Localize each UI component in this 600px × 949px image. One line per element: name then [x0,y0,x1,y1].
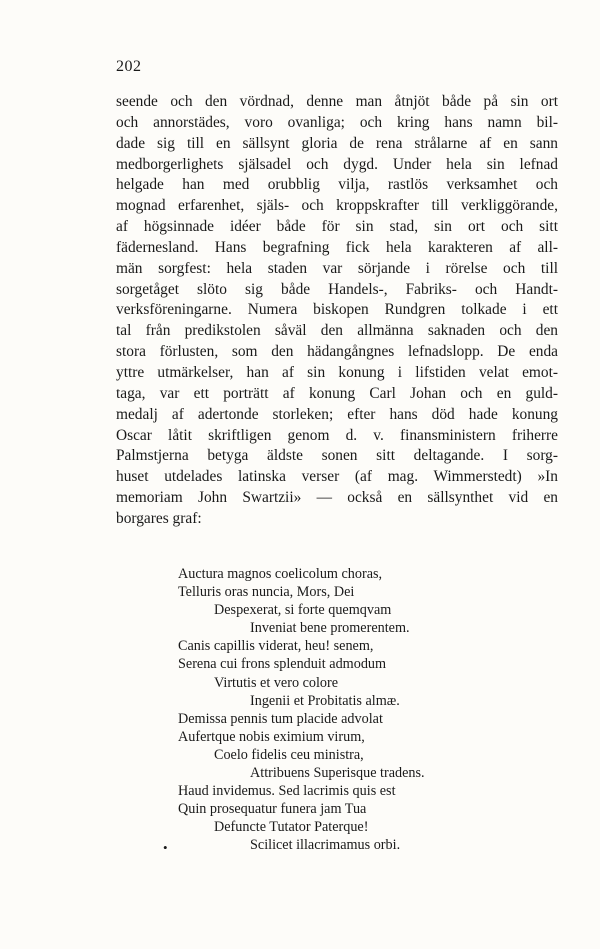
page-number: 202 [116,58,142,75]
prose-line: medalj af adertonde storleken; efter hans död hade konung [116,405,558,423]
prose-line: seende och den vördnad, denne man åtnjöt både på sin ort [116,93,558,110]
poem-line: Attribuens Superisque tradens. [250,765,425,782]
margin-mark: • [163,840,168,855]
prose-line: taga, var ett porträtt af konung Carl Johan och en guld- [116,384,558,402]
poem-line: Virtutis et vero colore [214,674,339,691]
latin-poem [178,565,498,855]
prose-line: yttre utmärkelser, han af sin konung i lifstiden velat emot- [116,363,558,381]
poem-line: Inveniat bene promerentem. [250,620,410,637]
prose-line: Oscar låtit skriftligen genom d. v. finansministern friherre [116,426,558,444]
poem-line: Coelo fidelis ceu ministra, [214,746,364,763]
prose-line: dade sig till en sällsynt gloria de rena strålarne af en sann [116,134,558,152]
prose-line: Palmstjerna betyga äldste sonen sitt deltagande. I sorg- [116,447,558,465]
prose-line: stora förlusten, som den hädangångnes lefnadslopp. De enda [116,343,558,361]
poem-line: Serena cui frons splenduit admodum [178,656,387,673]
prose-line: mognad erfarenhet, själs- och kroppskrafter till verkliggörande, [116,197,558,215]
prose-line: verksföreningarne. Numera biskopen Rundgren tolkade i ett [116,301,558,319]
poem-line: Defuncte Tutator Paterque! [214,819,369,836]
prose-line: borgares graf: [116,509,202,527]
prose-line: fädernesland. Hans begrafning fick hela karakteren af all- [116,238,558,256]
prose-paragraph [116,92,558,530]
poem-line: Demissa pennis tum placide advolat [178,710,383,727]
prose-line: män sorgfest: hela staden var sörjande i rörelse och till [116,259,558,277]
poem-line: Quin prosequatur funera jam Tua [178,801,367,818]
prose-line: och annorstädes, voro ovanliga; och kring hans namn bil- [116,113,558,131]
prose-line: huset utdelades latinska verser (af mag. Wimmerstedt) »In [116,468,558,486]
prose-line: memoriam John Swartzii» — också en sällsynthet vid en [116,489,558,507]
poem-line: Scilicet illacrimamus orbi. [250,837,401,854]
poem-line: Auctura magnos coelicolum choras, [178,566,383,582]
prose-line: sorgetåget slöto sig både Handels-, Fabriks- och Handt- [116,280,558,298]
poem-line: Telluris oras nuncia, Mors, Dei [178,584,355,601]
poem-line: Canis capillis viderat, heu! senem, [178,638,374,655]
prose-line: helgade han med orubblig vilja, rastlös verksamhet och [116,176,558,194]
poem-line: Haud invidemus. Sed lacrimis quis est [178,783,396,800]
poem-line: Despexerat, si forte quemqvam [214,602,392,619]
prose-line: af högsinnade idéer både för sin stad, sin ort och sitt [116,218,558,236]
poem-line: Aufertque nobis eximium virum, [178,728,365,745]
prose-line: tal från predikstolen såväl den allmänna saknaden och den [116,322,558,340]
poem-line: Ingenii et Probitatis almæ. [250,692,400,709]
prose-line: medborgerlighets själsadel och dygd. Under hela sin lefnad [116,155,558,173]
